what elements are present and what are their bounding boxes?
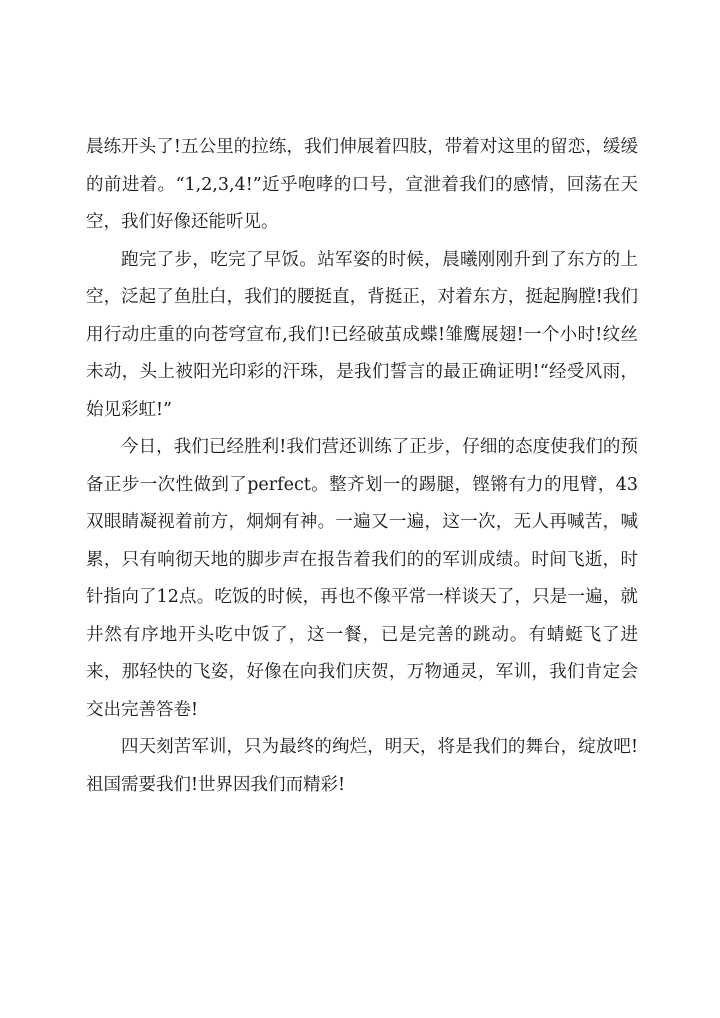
- paragraph-conclusion: 四天刻苦军训，只为最终的绚烂，明天，将是我们的舞台，绽放吧!祖国需要我们!世界因我们而精彩!: [86, 737, 638, 795]
- paragraph-standing-posture: 跑完了步，吃完了早饭。站军姿的时候，晨曦刚刚升到了东方的上空，泛起了鱼肚白，我们的腰挺直，背挺正，对着东方，挺起胸膛!我们用行动庄重的向苍穹宣布,我们!已经破茧成蝶!雏鹰展翅!一个小时!纹丝未动，头上被阳光印彩的汗珠，是我们誓言的最正确证明!“经受风雨，始见彩虹!”: [86, 249, 638, 420]
- paragraph-morning-run: 晨练开头了!五公里的拉练，我们伸展着四肢，带着对这里的留恋，缓缓的前进着。“1,2,3,4!”近乎咆哮的口号，宣泄着我们的感情，回荡在天空，我们好像还能听见。: [86, 137, 638, 232]
- paragraph-march-training: 今日，我们已经胜利!我们营还训练了正步，仔细的态度使我们的预备正步一次性做到了perfect。整齐划一的踢腿，铿锵有力的甩臂，43双眼睛凝视着前方，炯炯有神。一遍又一遍，这一次，无人再喊苦，喊累，只有响彻天地的脚步声在报告着我们的的军训成绩。时间飞逝，时针指向了12点。吃饭的时候，再也不像平常一样谈天了，只是一遍，就井然有序地开头吃中饭了，这一餐，已是完善的跳动。有蜻蜓飞了进来，那轻快的飞姿，好像在向我们庆贺，万物通灵，军训，我们肯定会交出完善答卷!: [86, 437, 638, 720]
- document-body: [86, 129, 638, 804]
